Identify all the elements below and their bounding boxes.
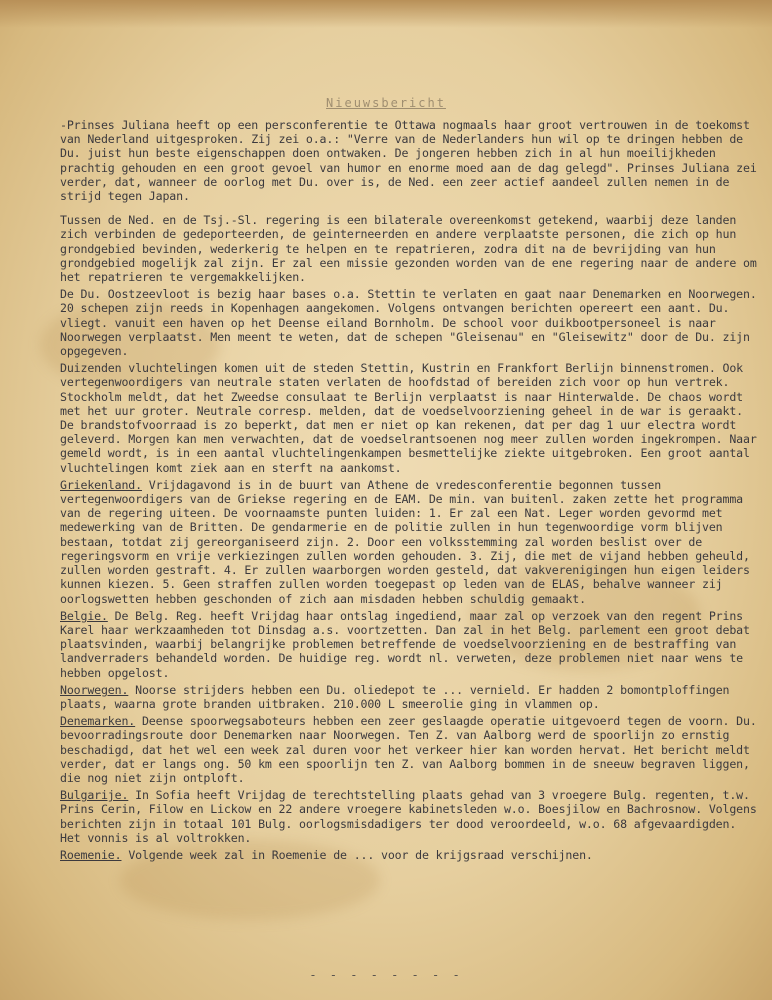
paragraph-text: Duizenden vluchtelingen komen uit de steden Stettin, Kustrin en Frankfort Berlijn binnenstromen. Ook vertegenwoordigers van neutrale staten verlaten de hoofdstad of bereiden zich voor op hun vertrek. Stockholm meldt, dat het Zweedse consulaat te Berlijn verplaatst is naar Hinterwalde. De chaos wordt met het uur groter. Neutrale corresp. melden, dat de voedselvoorziening geheel in de war is geraakt. De brandstofvoorraad is zo beperkt, dat men er niet op kan rekenen, dat per dag 1 uur electra wordt geleverd. Morgen kan men verwachten, dat de voedselrantsoenen nog meer zullen worden ingekrompen. Naar gemeld wordt, is in een aantal vluchtelingenkampen besmettelijke ziekte uitgebroken. Een groot aantal vluchtelingen komt ziek aan en sterft na aankomst. (60, 361, 757, 475)
paragraph-heading: Griekenland. (60, 477, 142, 492)
paragraph-text: Deense spoorwegsaboteurs hebben een zeer geslaagde operatie uitgevoerd tegen de voorn. Du. bevoorradingsroute door Denemarken naar Noorwegen. Ten Z. van Aalborg werd de spoorlijn zo ernstig beschadigd, dat het wel een week zal duren voor het verkeer hier kan worden hervat. Het bericht meldt verder, dat er langs ong. 50 km een spoorlijn ten Z. van Aalborg bommen in de sneeuw begraven liggen, die nog niet zijn ontploft. (60, 714, 757, 785)
paragraph-heading: Bulgarije. (60, 788, 129, 803)
paragraph-tsj-sl (60, 213, 760, 284)
paragraph-noorwegen (60, 683, 760, 711)
paragraph-heading: Denemarken. (60, 714, 136, 729)
paragraph-text: -Prinses Juliana heeft op een persconferentie te Ottawa nogmaals haar groot vertrouwen in de toekomst van Nederland uitgesproken. Zij zei o.a.: "Verre van de Nederlanders hun wil op te dringen hebben de Du. juist hun beste eigenschappen doen ontwaken. De jongeren hebben zich in al hun moeilijkheden prachtig gehouden en een groot gevoel van humor en enorme moed aan de dag gelegd". Prinses Juliana zei verder, dat, wanneer de oorlog met Du. over is, de Ned. een zeer actief aandeel zullen nemen in de strijd tegen Japan. (60, 118, 757, 204)
page-edge-shadow (0, 0, 772, 28)
paragraph-roemenie (60, 848, 760, 862)
paragraph-heading: Belgie. (60, 608, 108, 623)
document-footer-separator: - - - - - - - - (309, 968, 463, 982)
document-title: Nieuwsbericht (326, 96, 446, 110)
paragraph-oostzeevloot (60, 287, 760, 358)
paragraph-text: Tussen de Ned. en de Tsj.-Sl. regering is een bilaterale overeenkomst getekend, waarbij deze landen zich verbinden de gedeporteerden, de geinterneerden en andere verplaatste personen, die zich op hun grondgebied bevinden, wederkerig te helpen en te repatrieren, zodra dit na de bevrijding van hun grondgebied mogelijk zal zijn. Er zal een missie gezonden worden van de ene regering naar de andere om het repatrieren te vergemakkelijken. (60, 213, 757, 285)
paragraph-heading: Noorwegen. (60, 682, 129, 697)
paragraph-text: De Belg. Reg. heeft Vrijdag haar ontslag ingediend, maar zal op verzoek van den regent Prins Karel haar werkzaamheden tot Dinsdag a.s. voortzetten. Dan zal in het Belg. parlement een groot debat plaatsvinden, waarbij belangrijke problemen betreffende de voedselvoorziening en de bestraffing van landverraders behandeld worden. De huidige reg. wordt nl. verweten, deze problemen niet naar wens te hebben opgelost. (60, 608, 750, 680)
paragraph-denemarken (60, 714, 760, 785)
paragraph-text: Volgende week zal in Roemenie de ... voor de krijgsraad verschijnen. (121, 847, 593, 862)
paragraph-juliana (60, 118, 760, 203)
typed-text-body (60, 118, 760, 865)
paragraph-griekenland (60, 478, 760, 606)
paragraph-text: Vrijdagavond is in de buurt van Athene de vredesconferentie begonnen tussen vertegenwoordigers van de Griekse regering en de EAM. De min. van buitenl. zaken zette het programma van de regering uiteen. De voornaamste punten luiden: 1. Er zal een Nat. Leger worden gevormd met medewerking van de Britten. De gendarmerie en de politie zullen in hun tegenwoordige vorm blijven bestaan, totdat zij gereorganiseerd zijn. 2. Door een volksstemming zal worden beslist over de regeringsvorm en vrije verkiezingen zullen worden gehouden. 3. Zij, die met de vijand hebben geheuld, zullen worden gestraft. 4. Er zullen waarborgen worden gesteld, dat vakverenigingen hun eigen leiders kunnen kiezen. 5. Geen straffen zullen worden toegepast op leden van de ELAS, behalve wanneer zij oorlogswetten hebben geschonden of zich aan misdaden hebben schuldig gemaakt. (60, 477, 750, 606)
paragraph-heading: Roemenie. (60, 847, 122, 862)
paragraph-text: In Sofia heeft Vrijdag de terechtstelling plaats gehad van 3 vroegere Bulg. regenten, t.w. Prins Cerin, Filow en Lickow en 22 andere vroegere kabinetsleden w.o. Boesjilow en Bachrosnow. Volgens berichten zijn in totaal 101 Bulg. oorlogsmisdadigers ter dood veroordeeld, w.o. 68 afgevaardigden. Het vonnis is al voltrokken. (60, 788, 757, 845)
paragraph-bulgarije (60, 788, 760, 845)
paragraph-text: Noorse strijders hebben een Du. oliedepot te ... vernield. Er hadden 2 bomontploffingen plaats, waarna grote branden uitbraken. 210.000 L smeerolie ging in vlammen op. (60, 682, 730, 711)
paragraph-text: De Du. Oostzeevloot is bezig haar bases o.a. Stettin te verlaten en gaat naar Denemarken en Noorwegen. 20 schepen zijn reeds in Kopenhagen aangekomen. Volgens ontvangen berichten opereert een aant. Du. vliegt. vanuit een haven op het Deense eiland Bornholm. De school voor duikbootpersoneel is naar Noorwegen verplaatst. Men meent te weten, dat de schepen "Gleisenau" en "Gleisewitz" door de Du. zijn opgegeven. (60, 287, 757, 359)
paragraph-belgie (60, 609, 760, 680)
paragraph-vluchtelingen (60, 361, 760, 475)
